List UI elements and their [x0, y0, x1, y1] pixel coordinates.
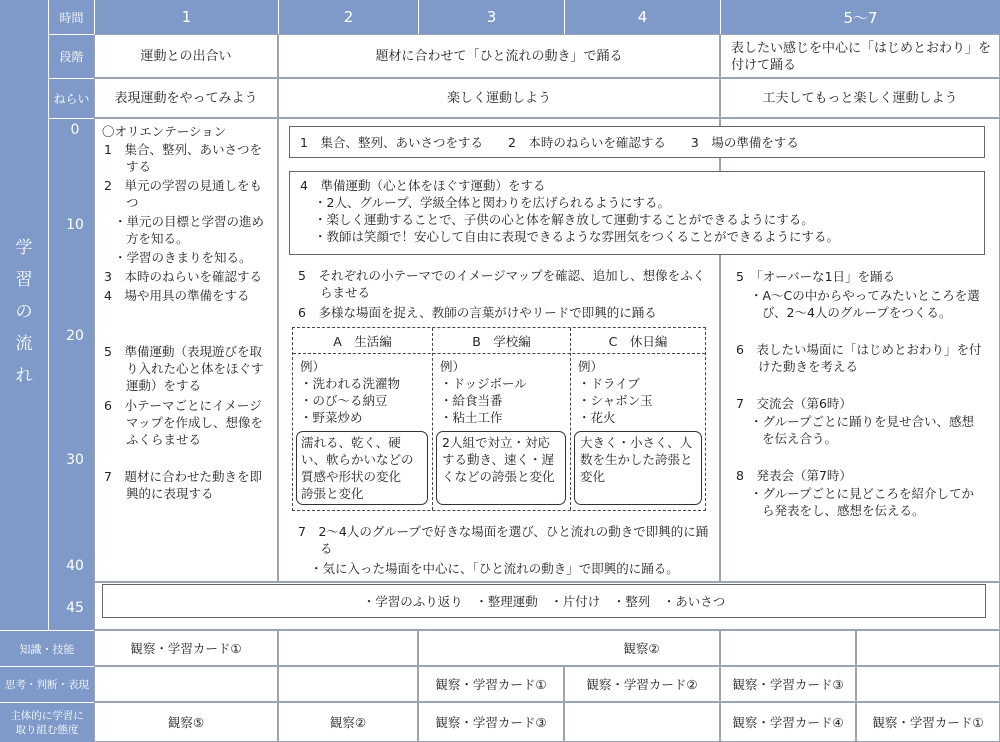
eval-cell: 観察⑤ [94, 702, 278, 742]
eval-cell: 観察・学習カード① [856, 702, 1000, 742]
header-col3: 3 [418, 0, 564, 34]
closing-box: ・学習のふり返り ・整理運動 ・片付け ・整列 ・あいさつ [102, 584, 986, 618]
right-step7-point: ・グループごとに踊りを見せ合い、感想を伝え合う。 [750, 414, 975, 446]
theme-c-ex: 例） [578, 359, 604, 374]
eval-cell: 観察・学習カード② [564, 666, 720, 702]
eval-label-attitude: 主体的に学習に取り組む態度 [0, 702, 94, 742]
dankai-c2: 題材に合わせて「ひと流れの動き」で踊る [278, 34, 720, 78]
theme-c-item: ・シャボン玉 [578, 393, 653, 408]
eval-cell [856, 666, 1000, 702]
header-col4: 4 [564, 0, 720, 34]
eval-cell: 観察・学習カード① [418, 666, 564, 702]
theme-b-item: ・給食当番 [440, 393, 503, 408]
mid-step6: 6 多様な場面を捉え、教師の言葉がけやリードで即興的に踊る [298, 305, 657, 320]
time-30: 30 [66, 452, 84, 468]
nerai-c1: 表現運動をやってみよう [94, 78, 278, 118]
col1-step1: 1 集合、整列、あいさつをする [104, 142, 262, 174]
warmup-point: ・楽しく運動することで、子供の心と体を解き放して運動することができるようにする。 [314, 212, 814, 227]
eval-cell [856, 630, 1000, 666]
eval-cell [418, 630, 564, 666]
eval-cell [278, 630, 418, 666]
nerai-c2: 楽しく運動しよう [278, 78, 720, 118]
warmup-title: 4 準備運動（心と体をほぐす運動）をする [300, 178, 546, 193]
col1-orientation: 〇オリエンテーション [102, 124, 227, 139]
flow-char: 流 [15, 334, 33, 354]
theme-b-title: B 学校編 [472, 334, 531, 349]
theme-c-note: 大きく・小さく、人数を生かした誇張と変化 [574, 431, 702, 505]
time-0: 0 [70, 122, 80, 138]
mid-step7: 7 2〜4人のグループで好きな場面を選び、ひと流れの動きで即興的に踊る [298, 524, 709, 556]
warmup-point: ・2人、グループ、学級全体と関わりを広げられるようにする。 [314, 195, 670, 210]
theme-a-item: ・のび〜る納豆 [300, 393, 388, 408]
dankai-c3: 表したい感じを中心に「はじめとおわり」を付けて踊る [720, 34, 1000, 78]
header-col1: 1 [94, 0, 278, 34]
flow-char: 学 [15, 238, 33, 258]
col1-step2: 2 単元の学習の見通しをもつ [104, 178, 262, 210]
col1-step2-a: ・単元の目標と学習の進め方を知る。 [114, 214, 265, 246]
col1-step2-b: ・学習のきまりを知る。 [114, 250, 252, 265]
eval-cell [564, 702, 720, 742]
eval-cell: 観察・学習カード④ [720, 702, 856, 742]
right-step7: 7 交流会（第6時） [736, 396, 852, 411]
header-jikan: 時間 [48, 0, 94, 34]
eval-label-knowledge: 知識・技能 [0, 630, 94, 666]
col1-step6: 6 小テーマごとにイメージマップを作成し、想像をふくらませる [104, 398, 264, 447]
theme-c-item: ・花火 [578, 410, 616, 425]
theme-a-item: ・洗われる洗濯物 [300, 376, 401, 391]
theme-a-title: A 生活編 [333, 334, 392, 349]
eval-cell: 観察② [564, 630, 720, 666]
eval-cell [278, 666, 418, 702]
theme-b-item: ・ドッジボール [440, 376, 527, 391]
row-label-nerai: ねらい [48, 78, 94, 118]
col1-step5: 5 準備運動（表現遊びを取り入れた心と体をほぐす運動）をする [104, 344, 264, 393]
right-step8: 8 発表会（第7時） [736, 468, 852, 483]
theme-c-item: ・ドライブ [578, 376, 640, 391]
theme-c-title: C 休日編 [608, 334, 668, 349]
right-step5-point: ・A〜Cの中からやってみたいところを選び、2〜4人のグループをつくる。 [750, 288, 980, 320]
theme-b-ex: 例） [440, 359, 466, 374]
header-col5: 5〜7 [720, 0, 1000, 34]
warmup-box [289, 171, 985, 255]
eval-cell: 観察② [278, 702, 418, 742]
time-20: 20 [66, 328, 84, 344]
mid-step7-point: ・気に入った場面を中心に、「ひと流れの動き」で即興的に踊る。 [310, 561, 679, 576]
common-start-box: 1 集合、整列、あいさつをする 2 本時のねらいを確認する 3 場の準備をする [289, 126, 985, 158]
flow-char: れ [15, 366, 33, 386]
header-col2: 2 [278, 0, 418, 34]
time-10: 10 [66, 217, 84, 233]
time-40: 40 [66, 558, 84, 574]
eval-cell [94, 666, 278, 702]
theme-a-item: ・野菜炒め [300, 410, 363, 425]
right-step5: 5 「オーバーな1日」を踊る [736, 269, 896, 284]
warmup-point: ・教師は笑顔で！安心して自由に表現できるような雰囲気をつくることができるようにする。 [314, 229, 840, 244]
eval-cell: 観察・学習カード① [94, 630, 278, 666]
row-label-dankai: 段階 [48, 34, 94, 78]
theme-a-ex: 例） [300, 359, 326, 374]
eval-cell: 観察・学習カード③ [418, 702, 564, 742]
col1-step3: 3 本時のねらいを確認する [104, 269, 262, 284]
flow-label-column [0, 0, 48, 630]
eval-cell: 観察・学習カード③ [720, 666, 856, 702]
dankai-c1: 運動との出合い [94, 34, 278, 78]
right-step6: 6 表したい場面に「はじめとおわり」を付けた動きを考える [736, 342, 982, 374]
right-step8-point: ・グループごとに見どころを紹介してから発表をし、感想を伝える。 [750, 486, 975, 518]
nerai-c3: 工夫してもっと楽しく運動しよう [720, 78, 1000, 118]
flow-char: の [15, 302, 33, 322]
flow-char: 習 [15, 270, 33, 290]
time-45: 45 [66, 600, 84, 616]
col1-step4: 4 場や用具の準備をする [104, 288, 250, 303]
eval-cell [720, 630, 856, 666]
eval-label-thinking: 思考・判断・表現 [0, 666, 94, 702]
mid-step5: 5 それぞれの小テーマでのイメージマップを確認、追加し、想像をふくらませる [298, 268, 706, 300]
col1-step7: 7 題材に合わせた動きを即興的に表現する [104, 469, 262, 501]
theme-a-note: 濡れる、乾く、硬い、軟らかいなどの質感や形状の変化 誇張と変化 [296, 431, 428, 505]
theme-b-item: ・粘土工作 [440, 410, 503, 425]
theme-b-note: 2人組で対立・対応する動き、速く・遅くなどの誇張と変化 [436, 431, 566, 505]
